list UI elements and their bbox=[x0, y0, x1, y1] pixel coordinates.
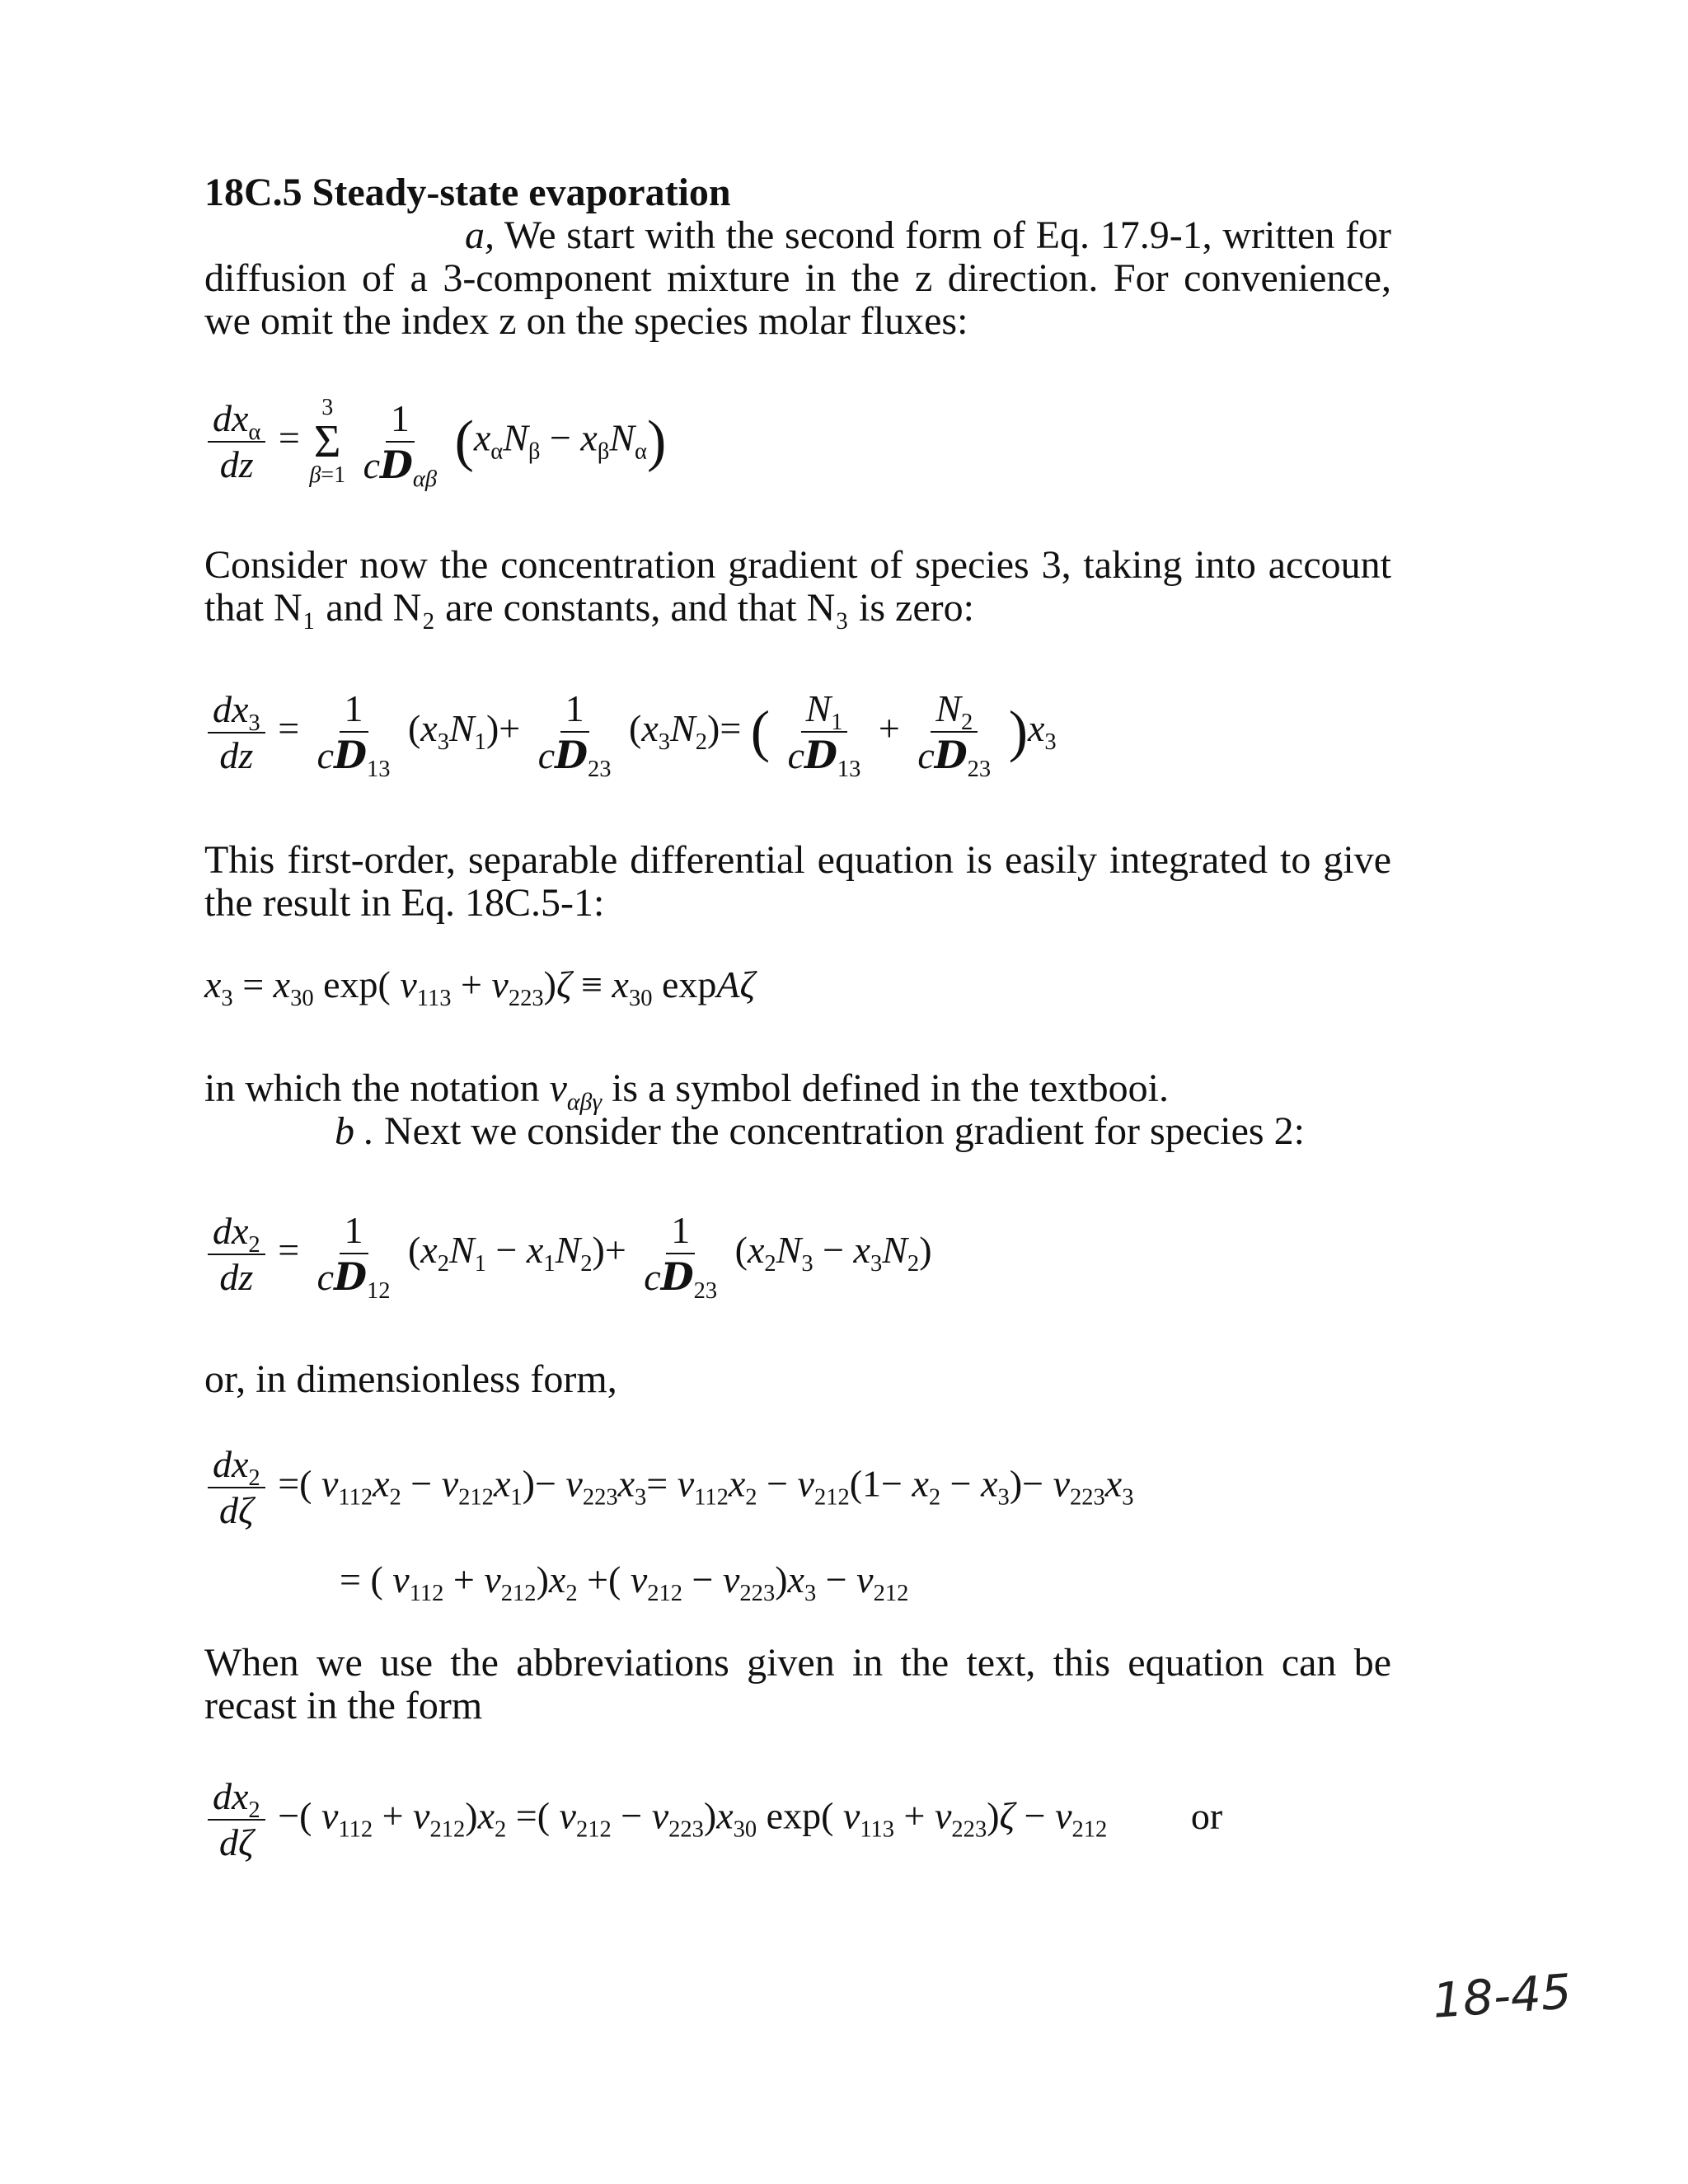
equation-dimensionless-2: = ( $\nu_{112} + \nu_{212})x_2$ +( $\nu_{212} - \nu_{223})x_3 - \nu_{212}$ bbox=[340, 1558, 909, 1606]
equation-dimensionless-1: $\frac{dx_2}{d\zeta}$ =( $\nu_{112}x_2 - \nu_{212}x_1)- \nu_{223}x_3= \nu_{112}x_2 - \nu_{212}(1- x_2 - x_3)- \nu_{223}x_3$ bbox=[204, 1444, 1133, 1531]
part-b-label: b . bbox=[335, 1109, 374, 1153]
section-heading bbox=[204, 171, 1391, 214]
paragraph-dimensionless: or, in dimensionless form, bbox=[204, 1357, 617, 1401]
notation-text-1: in which the notation bbox=[204, 1066, 540, 1110]
part-a-label: a, bbox=[465, 213, 495, 257]
paragraph-notation: in which the notation $\nu_{\alpha\beta\gamma}$ is a symbol defined in the textbooi. b . Next we consider the concentration gradient for species 2: bbox=[204, 1066, 1305, 1153]
page-number: 18-45 bbox=[1430, 1963, 1573, 2029]
paragraph-b-text: Next we consider the concentration gradient for species 2: bbox=[384, 1109, 1305, 1153]
equation-recast: $\frac{dx_2}{d\zeta}$ −( $\nu_{112} + \nu_{212})x_2$ =( $\nu_{212} - \nu_{223})x_{30}$ exp( $\nu_{113} + \nu_{223})\zeta - \nu_{212}$ or bbox=[204, 1776, 1222, 1863]
section-number: 18C.5 bbox=[204, 171, 302, 214]
equation-species-3-gradient: $\frac{dx_3}{dz}$ = $\frac{1}{cD_{13}}$ $(x_3N_1)+$ $\frac{1}{cD_{23}}$ $(x_3N_2)=$ ( $\frac{N_1}{cD_{13}}$ + $\frac{N_2}{cD_{23}}$ )$x_3$ bbox=[204, 688, 1057, 776]
paragraph-abbreviations: When we use the abbreviations given in the text, this equation can be recast in the form bbox=[204, 1641, 1391, 1727]
equation-18c5-1: $x_3 = x_{30}$ exp( $\nu_{113} + \nu_{223})\zeta \equiv x_{30}$ expAζ bbox=[204, 963, 756, 1011]
equation-species-2-gradient: $\frac{dx_2}{dz}$ = $\frac{1}{cD_{12}}$ $(x_2N_1 - x_1N_2)+$ $\frac{1}{cD_{23}}$ $(x_2N_3 - x_3N_2)$ bbox=[204, 1210, 932, 1298]
notation-text-2: is a symbol defined in the textbooi. bbox=[612, 1066, 1169, 1110]
paragraph-integration: This first-order, separable differential equation is easily integrated to give the result in Eq. 18C.5-1: bbox=[204, 838, 1391, 925]
section-title: Steady-state evaporation bbox=[312, 171, 731, 214]
paragraph-species-3: Consider now the concentration gradient of species 3, taking into account that N₁ and N₂ are constants, and that N₃ is zero: bbox=[204, 543, 1391, 630]
paragraph-a-text: We start with the second form of Eq. 17.9-1, written for diffusion of a 3-component mixture in the z direction. For convenience, we omit the index z on the species molar fluxes: bbox=[204, 213, 1391, 343]
paragraph-a bbox=[204, 214, 1391, 343]
section-block bbox=[204, 171, 1391, 343]
equation-maxwell-stefan: $\frac{dx_\alpha}{dz}$ = 3 Σ β=1 $\frac{1}{cD_{\alpha\beta}}$ $(x_\alpha N_\beta - x_\beta N_\alpha)$ bbox=[204, 396, 666, 488]
or-label: or bbox=[1190, 1794, 1223, 1837]
